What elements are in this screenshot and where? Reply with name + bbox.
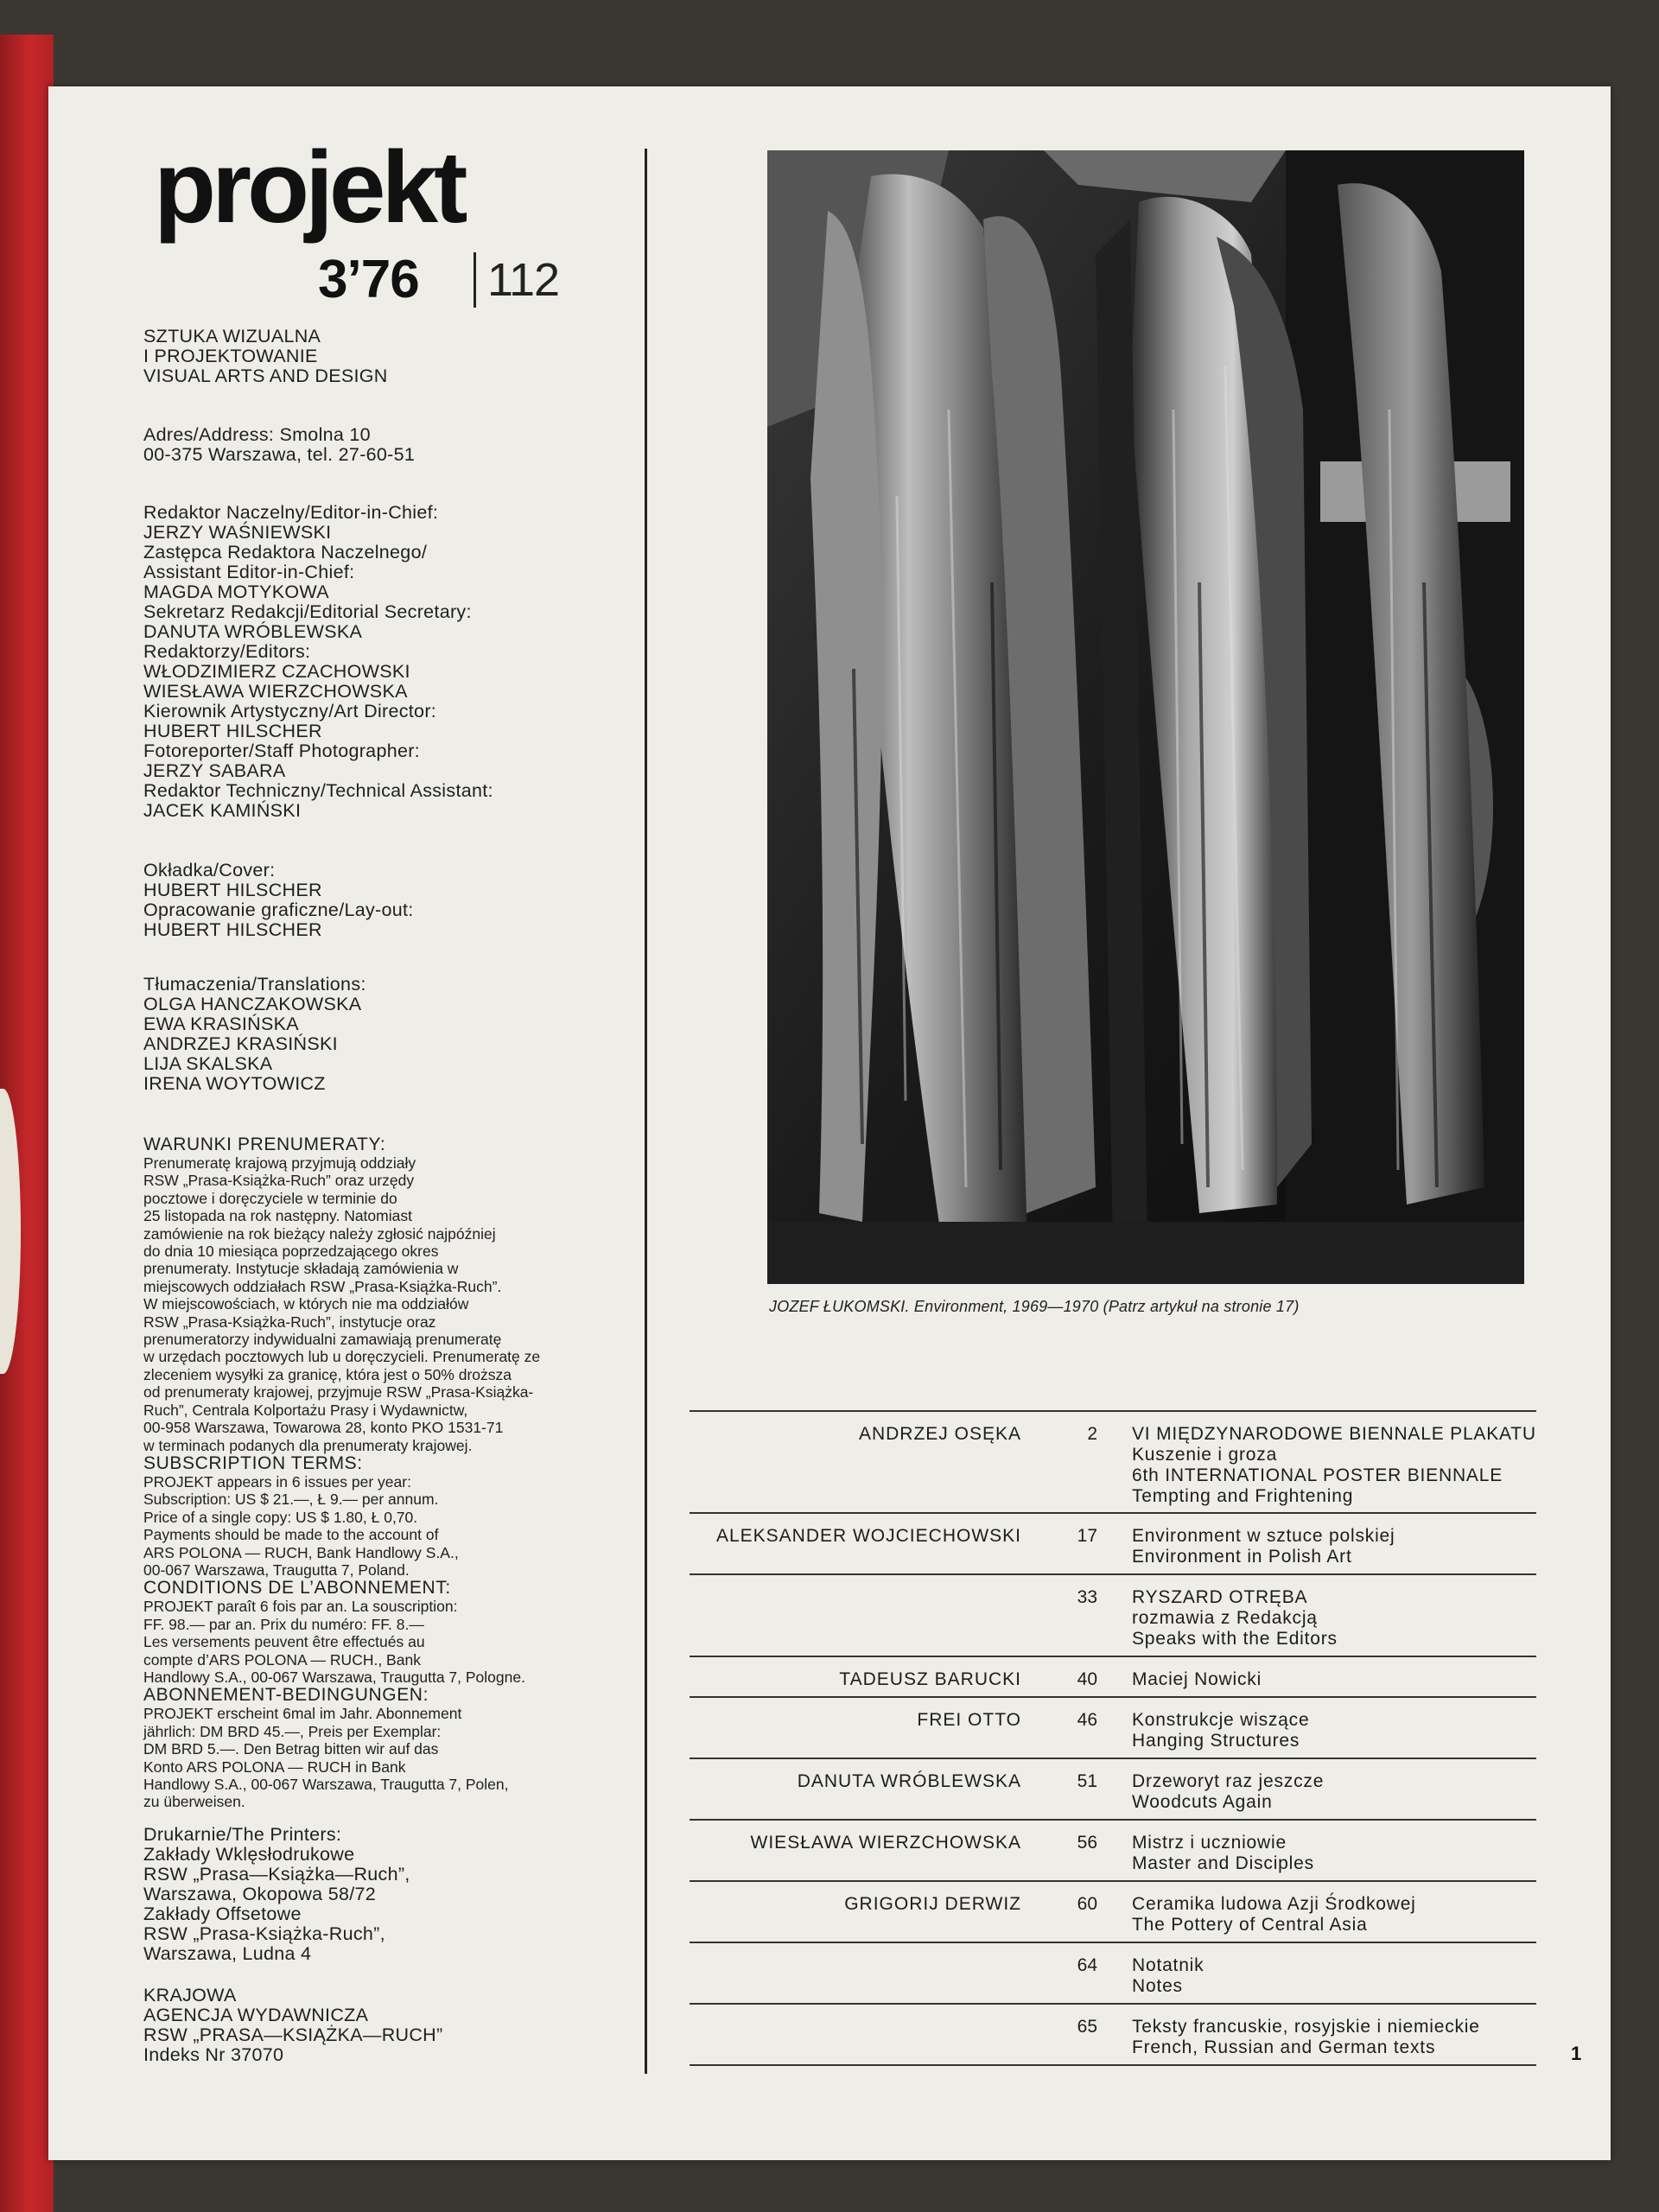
toc-entry — [690, 1882, 1536, 1942]
text-line: Redaktor Techniczny/Technical Assistant: — [143, 780, 493, 801]
toc-author: TADEUSZ BARUCKI — [839, 1669, 1021, 1689]
toc-title-line: Ceramika ludowa Azji Środkowej — [1132, 1894, 1416, 1914]
toc-title-line: Teksty francuskie, rosyjskie i niemieckie — [1132, 2017, 1480, 2037]
text-line: 00-067 Warszawa, Traugutta 7, Poland. — [143, 1560, 410, 1579]
publisher-block — [143, 1986, 662, 2065]
toc-entry — [690, 1412, 1536, 1512]
toc-page-number: 56 — [1077, 1833, 1097, 1853]
text-line: JACEK KAMIŃSKI — [143, 800, 302, 821]
text-line: KRAJOWA — [143, 1985, 237, 2005]
toc-title-line: Environment in Polish Art — [1132, 1547, 1352, 1567]
toc-author: GRIGORIJ DERWIZ — [844, 1894, 1021, 1914]
toc-author: ALEKSANDER WOJCIECHOWSKI — [715, 1526, 1021, 1546]
text-line: RSW „Prasa-Książka-Ruch” oraz urzędy — [143, 1172, 415, 1190]
subscription-de-text — [143, 1705, 662, 1810]
magazine-page — [48, 86, 1611, 2160]
cover-credits — [143, 861, 662, 940]
text-line: w urzędach pocztowych lub u doręczycieli. Prenumeratę ze — [143, 1348, 541, 1366]
projekt-logo: projekt — [154, 130, 464, 245]
text-line: HUBERT HILSCHER — [143, 721, 322, 741]
toc-entry — [690, 1821, 1536, 1880]
text-line: Subscription: US $ 21.—, Ł 9.— per annum. — [143, 1491, 439, 1509]
toc-entry — [690, 1759, 1536, 1819]
subscription-fr-text — [143, 1598, 662, 1686]
toc-title — [1132, 1669, 1262, 1690]
text-line: Assistant Editor-in-Chief: — [143, 562, 355, 582]
subscription-pl-heading: WARUNKI PRENUMERATY: — [143, 1135, 386, 1154]
text-line: Prenumeratę krajową przyjmują oddziały — [143, 1154, 416, 1172]
toc-title — [1132, 1955, 1204, 1997]
toc-rule — [690, 2064, 1536, 2066]
text-line: ANDRZEJ KRASIŃSKI — [143, 1033, 338, 1054]
subscription-en-text — [143, 1473, 662, 1579]
text-line: Tłumaczenia/Translations: — [143, 974, 366, 995]
subtitle-line: VISUAL ARTS AND DESIGN — [143, 365, 388, 386]
text-line: Konto ARS POLONA — RUCH in Bank — [143, 1758, 406, 1776]
printers-block — [143, 1825, 662, 1964]
table-of-contents — [690, 1410, 1536, 2066]
text-line: Zakłady Wklęsłodrukowe — [143, 1844, 355, 1865]
text-line: RSW „PRASA—KSIĄŻKA—RUCH” — [143, 2024, 443, 2045]
text-line: Drukarnie/The Printers: — [143, 1824, 342, 1845]
text-line: ARS POLONA — RUCH, Bank Handlowy S.A., — [143, 1543, 459, 1561]
text-line: HUBERT HILSCHER — [143, 919, 322, 940]
text-line: FF. 98.— par an. Prix du numéro: FF. 8.— — [143, 1615, 424, 1633]
subtitle-line: I PROJEKTOWANIE — [143, 346, 318, 366]
text-line: LIJA SKALSKA — [143, 1053, 273, 1074]
toc-page-number: 65 — [1077, 2017, 1097, 2037]
text-line: Kierownik Artystyczny/Art Director: — [143, 701, 437, 721]
text-line: Price of a single copy: US $ 1.80, Ł 0,70. — [143, 1508, 418, 1526]
toc-title-line: Konstrukcje wiszące — [1132, 1710, 1310, 1730]
text-line: pocztowe i doręczyciele w terminie do — [143, 1189, 397, 1207]
toc-title — [1132, 1587, 1338, 1649]
subtitle-line: SZTUKA WIZUALNA — [143, 326, 321, 346]
text-line: JERZY SABARA — [143, 760, 286, 781]
text-line: WIESŁAWA WIERZCHOWSKA — [143, 681, 408, 702]
toc-title-line: Mistrz i uczniowie — [1132, 1833, 1287, 1853]
address-line: 00-375 Warszawa, tel. 27-60-51 — [143, 444, 416, 465]
subscription-en-heading: SUBSCRIPTION TERMS: — [143, 1452, 363, 1473]
toc-page-number: 60 — [1077, 1894, 1097, 1914]
toc-title-line: Environment w sztuce polskiej — [1132, 1526, 1395, 1546]
toc-title — [1132, 2017, 1480, 2058]
text-line: Zakłady Offsetowe — [143, 1904, 302, 1924]
toc-entry — [690, 1943, 1536, 2003]
toc-title-line: RYSZARD OTRĘBA — [1132, 1587, 1308, 1607]
toc-title-line: Woodcuts Again — [1132, 1792, 1273, 1812]
text-line: Warszawa, Okopowa 58/72 — [143, 1884, 377, 1904]
toc-author: DANUTA WRÓBLEWSKA — [797, 1771, 1021, 1791]
translations-list — [143, 975, 662, 1094]
toc-title-line: Notatnik — [1132, 1955, 1205, 1975]
toc-title-line: The Pottery of Central Asia — [1132, 1915, 1368, 1935]
toc-title-line: 6th INTERNATIONAL POSTER BIENNALE — [1132, 1465, 1503, 1485]
toc-page-number: 46 — [1077, 1710, 1097, 1730]
text-line: MAGDA MOTYKOWA — [143, 582, 329, 602]
text-line: od prenumeraty krajowej, przyjmuje RSW „Prasa-Książka- — [143, 1383, 534, 1402]
toc-entry — [690, 1514, 1536, 1573]
toc-page-number: 51 — [1077, 1771, 1097, 1791]
text-line: IRENA WOYTOWICZ — [143, 1073, 326, 1094]
toc-author: WIESŁAWA WIERZCHOWSKA — [750, 1833, 1021, 1853]
text-line: JERZY WAŚNIEWSKI — [143, 522, 332, 543]
toc-title-line: Kuszenie i groza — [1132, 1445, 1278, 1465]
toc-page-number: 40 — [1077, 1669, 1097, 1689]
text-line: PROJEKT erscheint 6mal im Jahr. Abonnement — [143, 1705, 462, 1723]
toc-title — [1132, 1424, 1536, 1507]
text-line: Okładka/Cover: — [143, 860, 276, 880]
text-line: prenumeraty. Instytucje składają zamówienia w — [143, 1260, 459, 1278]
toc-title-line: Hanging Structures — [1132, 1731, 1300, 1751]
issue-total: 112 — [487, 254, 560, 306]
environment-photo-image — [767, 150, 1524, 1284]
address-line: Adres/Address: Smolna 10 — [143, 424, 371, 445]
text-line: prenumeratorzy indywidualni zamawiają prenumeratę — [143, 1331, 502, 1349]
text-line: Warszawa, Ludna 4 — [143, 1943, 312, 1964]
toc-title-line: Drzeworyt raz jeszcze — [1132, 1771, 1325, 1791]
text-line: Ruch”, Centrala Kolportażu Prasy i Wydawnictw, — [143, 1401, 468, 1419]
text-line: Fotoreporter/Staff Photographer: — [143, 741, 420, 761]
text-line: zleceniem wysyłki za granicę, która jest o 50% droższa — [143, 1365, 512, 1383]
text-line: miejscowych oddziałach RSW „Prasa-Książka-Ruch”. — [143, 1277, 502, 1295]
toc-title-line: Maciej Nowicki — [1132, 1669, 1262, 1689]
toc-entry — [690, 1657, 1536, 1697]
text-line: compte d’ARS POLONA — RUCH., Bank — [143, 1650, 421, 1669]
toc-title-line: French, Russian and German texts — [1132, 2037, 1436, 2057]
subscription-de-heading: ABONNEMENT-BEDINGUNGEN: — [143, 1685, 429, 1706]
text-line: jährlich: DM BRD 45.—, Preis per Exemplar: — [143, 1722, 442, 1740]
toc-title — [1132, 1710, 1309, 1751]
toc-author: FREI OTTO — [917, 1710, 1021, 1730]
toc-title — [1132, 1771, 1324, 1813]
text-line: w terminach podanych dla prenumeraty krajowej. — [143, 1436, 473, 1454]
text-line: zamówienie na rok bieżący należy zgłosić najpóźniej — [143, 1224, 496, 1243]
toc-title — [1132, 1894, 1416, 1936]
toc-page-number: 64 — [1077, 1955, 1097, 1975]
text-line: Redaktor Naczelny/Editor-in-Chief: — [143, 502, 439, 523]
issue-number: 3’76 — [318, 250, 419, 309]
text-line: DANUTA WRÓBLEWSKA — [143, 621, 363, 642]
text-line: Sekretarz Redakcji/Editorial Secretary: — [143, 601, 472, 622]
toc-title-line: VI MIĘDZYNARODOWE BIENNALE PLAKATU — [1132, 1424, 1536, 1444]
toc-title-line: Speaks with the Editors — [1132, 1629, 1338, 1649]
text-line: RSW „Prasa—Książka—Ruch”, — [143, 1864, 410, 1885]
environment-photo — [767, 150, 1524, 1284]
text-line: W miejscowościach, w których nie ma oddziałów — [143, 1295, 469, 1313]
toc-entry — [690, 1698, 1536, 1758]
toc-entry — [690, 1575, 1536, 1656]
toc-page-number: 17 — [1077, 1526, 1097, 1546]
column-divider — [645, 149, 647, 2074]
page-number: 1 — [1571, 2043, 1582, 2064]
photo-caption: JOZEF ŁUKOMSKI. Environment, 1969—1970 (Patrz artykuł na stronie 17) — [769, 1298, 1300, 1315]
toc-author: ANDRZEJ OSĘKA — [858, 1424, 1021, 1444]
text-line: Opracowanie graficzne/Lay-out: — [143, 899, 414, 920]
text-line: 25 listopada na rok następny. Natomiast — [143, 1207, 412, 1225]
text-line: Les versements peuvent être effectués au — [143, 1633, 425, 1651]
text-line: AGENCJA WYDAWNICZA — [143, 2005, 369, 2025]
toc-page-number: 2 — [1087, 1424, 1097, 1444]
text-line: do dnia 10 miesiąca poprzedzającego okres — [143, 1243, 439, 1261]
toc-page-number: 33 — [1077, 1587, 1097, 1607]
text-line: Zastępca Redaktora Naczelnego/ — [143, 542, 428, 563]
text-line: Redaktorzy/Editors: — [143, 641, 311, 662]
address-block — [143, 425, 662, 465]
text-line: zu überweisen. — [143, 1793, 245, 1811]
text-line: RSW „Prasa-Książka-Ruch”, instytucje oraz — [143, 1313, 436, 1331]
text-line: WŁODZIMIERZ CZACHOWSKI — [143, 661, 410, 682]
text-line: 00-958 Warszawa, Towarowa 28, konto PKO 1531-71 — [143, 1419, 504, 1437]
staff-list — [143, 503, 662, 821]
text-line: DM BRD 5.—. Den Betrag bitten wir auf das — [143, 1740, 439, 1758]
toc-title-line: rozmawia z Redakcją — [1132, 1608, 1318, 1628]
text-line: EWA KRASIŃSKA — [143, 1014, 299, 1034]
text-line: Indeks Nr 37070 — [143, 2044, 284, 2065]
text-line: PROJEKT paraît 6 fois par an. La souscription: — [143, 1598, 458, 1616]
subscription-pl-text — [143, 1154, 662, 1454]
text-line: OLGA HANCZAKOWSKA — [143, 994, 362, 1014]
toc-title-line: Tempting and Frightening — [1132, 1486, 1354, 1506]
masthead-subtitle — [143, 327, 662, 386]
text-line: PROJEKT appears in 6 issues per year: — [143, 1472, 411, 1491]
text-line: HUBERT HILSCHER — [143, 880, 322, 900]
issue-divider — [474, 252, 476, 308]
text-line: Handlowy S.A., 00-067 Warszawa, Traugutta 7, Polen, — [143, 1776, 509, 1793]
toc-title-line: Notes — [1132, 1976, 1183, 1996]
text-line: Handlowy S.A., 00-067 Warszawa, Traugutta 7, Pologne. — [143, 1668, 525, 1686]
toc-title — [1132, 1833, 1314, 1874]
subscription-fr-heading: CONDITIONS DE L’ABONNEMENT: — [143, 1578, 451, 1599]
text-line: RSW „Prasa-Książka-Ruch”, — [143, 1923, 385, 1944]
toc-title-line: Master and Disciples — [1132, 1853, 1314, 1873]
toc-title — [1132, 1526, 1395, 1567]
toc-entry — [690, 2005, 1536, 2064]
text-line: Payments should be made to the account of — [143, 1526, 439, 1544]
subscription-block — [143, 1135, 662, 1811]
